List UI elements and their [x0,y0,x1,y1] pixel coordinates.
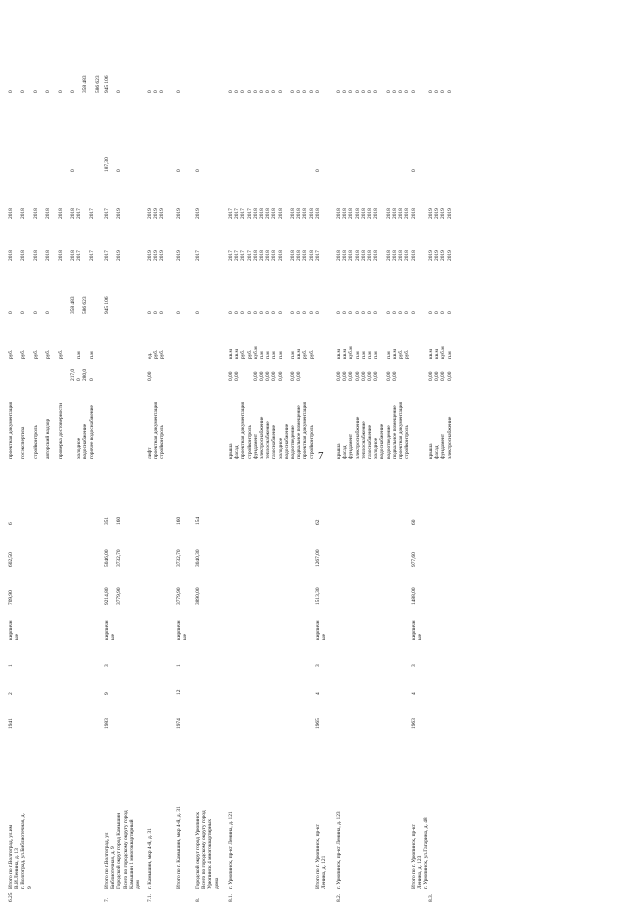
table-cell: кирпичн ые [176,620,189,640]
table-cell: 3 [104,664,110,667]
table-cell: 0,00 0,00 0,00 0,00 0,00 0,00 0,00 0,00 0,00 [336,371,398,381]
table-cell: Итого по г.Волгоград, ул Библиотечная, д. 9 Городской округ город Камышин Всего по городскому округу город Камышин 1 многоквартирный дом [104,810,142,889]
table-cell: 3732,70 [176,549,182,567]
table-cell: 0 0 0 0 358 483 586 623 [8,296,89,314]
table-cell: 8.2. [336,893,342,902]
table-cell: 0,00 0,00 0,00 0,00 0,00 0,00 0,00 0,00 0,00 [228,371,303,381]
table-cell: 6.25 [8,892,14,902]
table-cell: 62 [315,519,321,525]
table-cell: кирпичн ые [8,620,21,640]
table-cell: 8.3. [428,893,434,902]
table-cell: 6 [8,522,14,525]
table-cell: г. Урюпинск, пр-кт Ленина, д. 123 [336,811,342,889]
table-cell: Итого по г. Камышин, мкр 4-й, д. 31 [176,806,182,889]
table-cell: 945 106 0 [104,75,123,93]
table-cell: кв.м кв.м куб.м п.м п.м п.м п.м п.м кв.м руб. руб. [336,346,411,359]
table-cell: 0 [315,90,321,93]
table-cell: 2 [8,692,14,695]
table-cell: 2018 [411,208,417,219]
table-cell: 0 0 0 [147,311,166,314]
table-cell: 945 106 [104,296,110,314]
table-cell: 2017 [315,250,321,261]
table-cell: 0 [195,169,201,172]
table-cell: 351 160 [104,516,123,525]
table-cell: 2019 2019 2019 2019 [428,208,453,219]
table-cell: 0 [70,169,77,172]
table-cell: 3040,30 [195,549,201,567]
table-cell: 2019 [176,208,182,219]
table-cell: 1965 [315,718,321,729]
table-cell: крыша фасад проектная документация стройконтроль фундамент электроснабжение теплоснабжение газоснабжение холодное водоснабжение водоотведение подвальное помещение проектная документация стройконтроль [228,401,315,459]
table-cell: 1963 [411,718,417,729]
table-cell: 2018 2018 2018 2018 2018 2018 2018 2018 2018 2018 2018 [336,208,411,219]
table-cell: 2019 [195,208,201,219]
table-cell: лифт проектная документация стройконтроль [147,401,166,459]
table-cell: 2019 2019 2019 [147,208,166,219]
table-cell: 2018 2018 2018 2018 2018 2018 2017 2017 [8,250,95,261]
table-cell: 3779,90 [176,587,182,605]
table-cell: 0 [315,169,321,172]
table-cell: 9214,80 3779,90 [104,587,123,605]
table-cell: кирпичн ые [104,620,117,640]
table-cell: 3 [315,664,321,667]
table-cell: 4 [411,692,417,695]
table-cell: 602,50 [8,552,14,567]
table-cell: 0 [411,90,417,93]
table-cell: 3 [411,664,417,667]
table-cell: 217,0 0 280,0 0 [70,368,95,381]
table-cell: ед. руб. руб. [147,349,166,359]
table-cell: 0 [176,169,182,172]
table-cell: 977,60 [411,552,417,567]
table-cell: 0,00 [147,371,153,381]
table-cell: 187,30 0 [104,157,123,172]
table-cell: 12 [176,689,182,695]
table-cell: 5046,00 3732,70 [104,549,123,567]
table-cell: г. Урюпинск, пр-кт Ленина, д. 121 [228,811,234,889]
table-cell: Итого по г. Урюпинск, пр-кт Ленина, д. 123 г. Урюпинск, ул.Гагарина, д. 48 [411,817,430,889]
table-cell: 0 0 0 0 0 0 0 0 0 0 0 [336,311,411,314]
table-cell: 2019 [176,250,182,261]
table-cell: 0 0 0 0 0 0 358 483 586 623 [8,75,101,93]
table-cell: 1267,00 [315,549,321,567]
table-cell: 2019 2019 2019 [147,250,166,261]
table-cell: 4 [315,692,321,695]
table-cell: 60 [411,519,417,525]
table-cell: 0 0 0 0 [428,90,453,93]
table-cell: 2018 2018 2018 2018 2018 2018 2018 2018 2018 2018 2018 [336,250,411,261]
table-cell: Итого по г.Волгоград, ул.им В.И.Ленина, д. 13 г. Волгоград, ул.Библиотечная, д. 9 [8,813,33,889]
table-cell: 0 0 0 0 0 0 0 0 0 0 0 0 0 [228,90,315,93]
table-cell: кв.м кв.м руб. руб. куб.м п.м п.м п.м п.м п.м кв.м руб. руб. [228,346,315,359]
table-cell: 2017 2019 [104,250,123,261]
table-cell: 0 0 0 [147,90,166,93]
table-cell: 1 [176,664,182,667]
table-cell: 2018 [315,208,321,219]
table-cell: 2017 2017 2017 2017 2018 2018 2018 2018 2018 2018 2018 2018 2018 [228,250,315,261]
table-cell: 2018 [411,250,417,261]
table-cell: 1974 [176,718,182,729]
table-cell: 154 [195,516,201,525]
table-cell: 0 [411,169,417,172]
table-cell: 160 [176,516,182,525]
table-cell: г. Камышин, мкр 4-й, д. 31 [147,828,153,889]
table-cell: 1983 [104,718,110,729]
table-cell: крыша фасад фундамент электроснабжение теплоснабжение газоснабжение холодное водоснабжение водоотведение подвальное помещение проектная документация стройконтроль [336,401,411,459]
table-cell: 0,00 0,00 0,00 0,00 [428,371,453,381]
table-cell: 1513,30 [315,587,321,605]
table-cell: 1488,00 [411,587,417,605]
table-cell: 2017 2019 [104,208,123,219]
table-cell: 9 [104,692,110,695]
table-cell: 2019 2019 2019 2019 [428,250,453,261]
table-cell: 3890,00 [195,587,201,605]
table-cell: кв.м кв.м куб.м п.м [428,346,453,359]
table-cell: 0 [411,311,417,314]
table-cell: 0 0 0 0 0 0 0 0 0 0 0 [336,90,411,93]
table-cell: 1 [8,664,14,667]
table-cell: 8.1. [228,893,234,902]
table-cell: 709,90 [8,590,14,605]
table-cell: кирпичн ые [411,620,424,640]
table-cell: 0 [315,311,321,314]
table-cell: 1941 [8,718,14,729]
table-cell: 7.1. [147,893,153,902]
page-number: 7 [318,450,324,462]
table-cell: Городской округ город Урюпинск Всего по городскому округу город Урюпинск 4 многоквартирных дома [195,810,220,889]
table-cell: 7. [104,897,110,902]
table-cell: 0 [176,311,182,314]
table-cell: крыша фасад фундамент электроснабжение [428,416,453,459]
table-cell: 2017 2017 2017 2017 2018 2018 2018 2018 2018 2018 2018 2018 2018 [228,208,315,219]
table-cell: руб. руб. руб. руб. руб. п.м п.м [8,349,95,359]
table-cell: 0 [176,90,182,93]
table-cell: проектная документация госэкспертиза стройконтроль авторский надзор проверка достоверности холодное водоснабжение горячее водоснабжение [8,401,95,459]
table-cell: 2017 [195,250,201,261]
table-cell: 0 [195,311,201,314]
table-cell: 0 0 0 0 [428,311,453,314]
table-cell: 0 0 0 0 0 0 0 0 0 0 0 0 0 [228,311,315,314]
table-cell: 2018 2018 2018 2018 2018 2018 2017 2017 [8,208,95,219]
table-cell: 8. [195,897,201,902]
table-cell: кирпичн ые [315,620,328,640]
table-cell: Итого по г. Урюпинск, пр-кт Ленина, д. 121 [315,824,328,889]
